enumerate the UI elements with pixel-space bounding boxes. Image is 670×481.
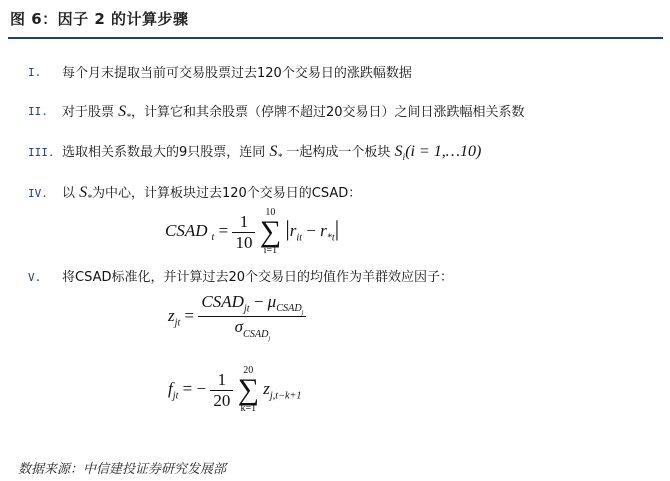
block-s-i: $S_i$ [394,143,406,164]
csad-summation: 10 ∑ i=1 [259,207,282,256]
step-3-text-b: 一起构成一个板块 [286,145,391,160]
step-3-text [62,141,481,163]
step-5-number: V. [28,271,42,284]
csad-coefficient: $\frac{1}{10}$ [232,212,255,253]
factor-equals: = − [182,378,207,398]
step-2-number: II. [28,105,48,118]
step-2-text-b: ，计算它和其余股票（停牌不超过20交易日）之间日涨跌幅相关系数 [130,105,525,120]
step-1-number: I. [28,66,42,79]
csad-abs-open: | [285,215,290,241]
zscore-numerator: $CSAD_{jt} - \mu_{CSAD_j}$ [201,292,304,317]
zscore-denominator: $\sigma_{CSAD_j}$ [198,316,306,341]
step-4-text-a: 以 [62,186,76,201]
csad-lhs: CSAD $_t$ [165,220,215,244]
csad-return-star: $r_{*t}$ [320,220,335,244]
block-range: (i = 1,…10) [405,143,482,160]
csad-formula [165,208,339,256]
stock-s-star: $S_*$ [118,103,131,124]
zscore-equals: = [184,305,195,325]
factor-summation: 20 ∑ k=1 [237,365,259,414]
step-4-text-b: 为中心，计算板块过去120个交易日的CSAD： [91,186,362,201]
csad-equals: = [218,220,229,240]
step-4-text [62,182,361,204]
zscore-fraction [198,292,306,342]
stock-s-star: $S_*$ [269,143,283,164]
data-source: 数据来源：中信建投证券研究发展部 [18,462,227,477]
zscore-lhs: $z_{jt}$ [168,305,181,329]
zscore-formula [168,292,306,342]
csad-abs-close: | [334,215,340,241]
factor-lhs: $f_{jt}$ [168,378,179,402]
figure-title: 图 6：因子 2 的计算步骤 [10,10,189,28]
factor-formula [168,366,301,414]
csad-return-it: $r_{it}$ [289,220,303,244]
step-2-text [62,101,525,123]
factor-coefficient: $\frac{1}{20}$ [210,370,233,411]
step-5-text: 将CSAD标准化，并计算过去20个交易日的均值作为羊群效应因子： [62,270,454,285]
step-3-number: III. [28,146,55,159]
csad-minus: − [306,220,316,240]
step-3-text-a: 选取相关系数最大的9只股票，连同 [62,145,266,160]
step-2-text-a: 对于股票 [62,105,115,120]
factor-term: $z_{j,t-k+1}$ [263,378,302,402]
step-1-text: 每个月末提取当前可交易股票过去120个交易日的涨跌幅数据 [62,66,412,81]
step-4-number: IV. [28,187,48,200]
stock-s-star: $S_*$ [79,184,92,205]
title-divider [8,37,663,39]
